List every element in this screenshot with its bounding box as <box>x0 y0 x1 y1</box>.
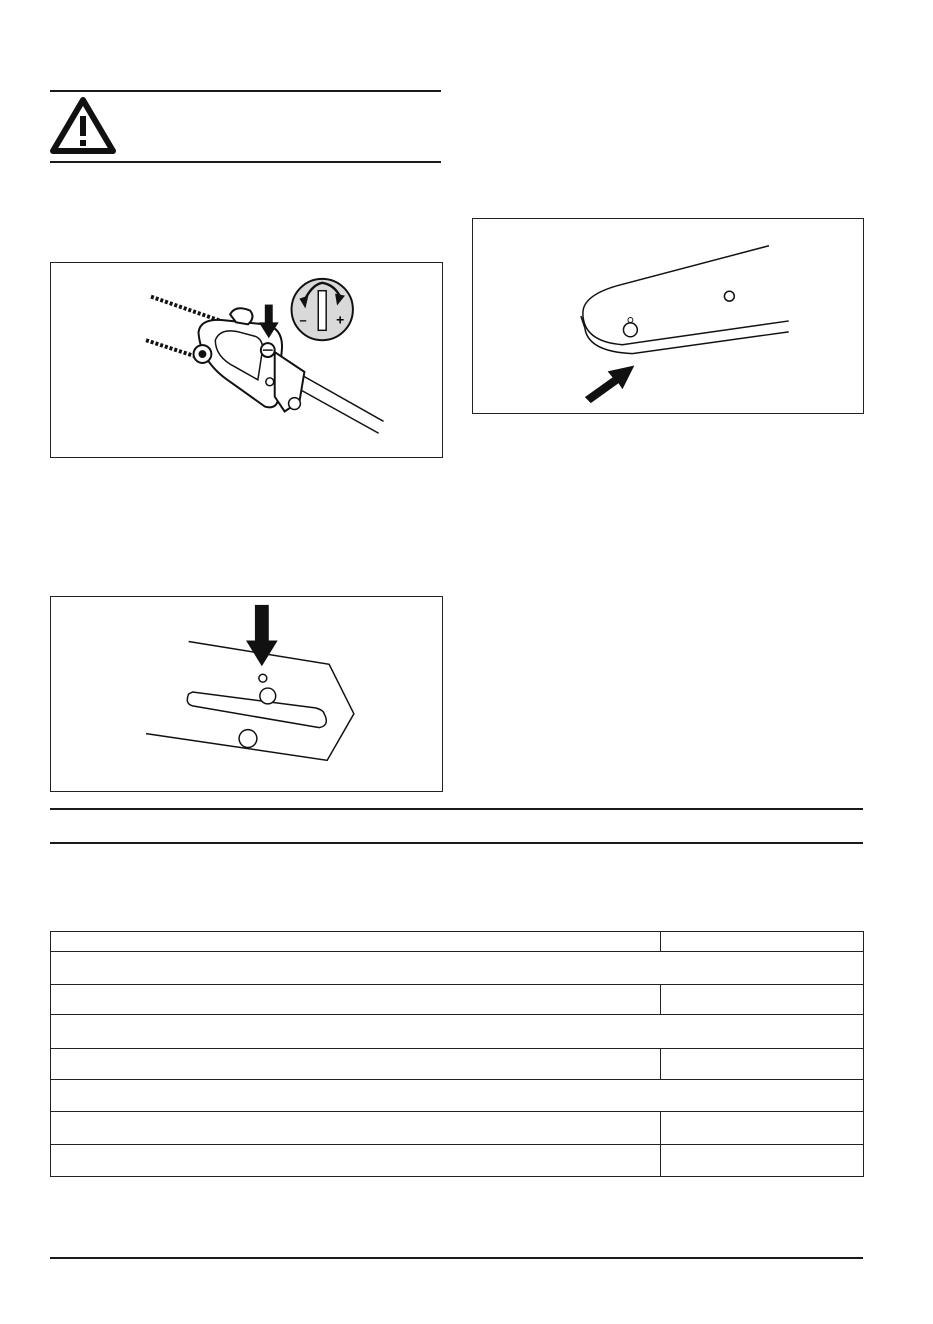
warning-bottom-rule <box>50 161 441 163</box>
section-label <box>51 1015 864 1049</box>
interval-cell <box>661 1049 864 1080</box>
table-section-row <box>51 952 864 985</box>
interval-cell <box>661 1145 864 1177</box>
figure-bar-nose <box>472 218 864 414</box>
task-cell <box>51 985 661 1015</box>
task-cell <box>51 1112 661 1145</box>
diagonal-arrow-icon <box>585 365 634 403</box>
figure-chain-tension <box>50 262 443 458</box>
tension-dial-icon <box>292 279 353 340</box>
figure-bar-hole <box>50 596 443 792</box>
section-rule-bottom <box>50 842 863 844</box>
table-row <box>51 1145 864 1177</box>
section-label <box>51 1080 864 1112</box>
section-rule-top <box>50 808 863 810</box>
maintenance-table <box>50 931 864 1177</box>
interval-cell <box>661 985 864 1015</box>
warning-top-rule <box>50 90 441 92</box>
table-section-row <box>51 1080 864 1112</box>
footer-rule <box>50 1257 863 1259</box>
svg-text:–: – <box>299 312 307 328</box>
table-section-row <box>51 1015 864 1049</box>
interval-cell <box>661 1112 864 1145</box>
section-label <box>51 952 864 985</box>
task-cell <box>51 1049 661 1080</box>
svg-text:+: + <box>336 311 345 328</box>
header-interval <box>661 932 864 952</box>
down-arrow-icon <box>246 605 278 666</box>
table-row <box>51 985 864 1015</box>
task-cell <box>51 1145 661 1177</box>
warning-triangle-icon <box>50 96 116 154</box>
table-header-row <box>51 932 864 952</box>
table-row <box>51 1112 864 1145</box>
header-task <box>51 932 661 952</box>
table-row <box>51 1049 864 1080</box>
